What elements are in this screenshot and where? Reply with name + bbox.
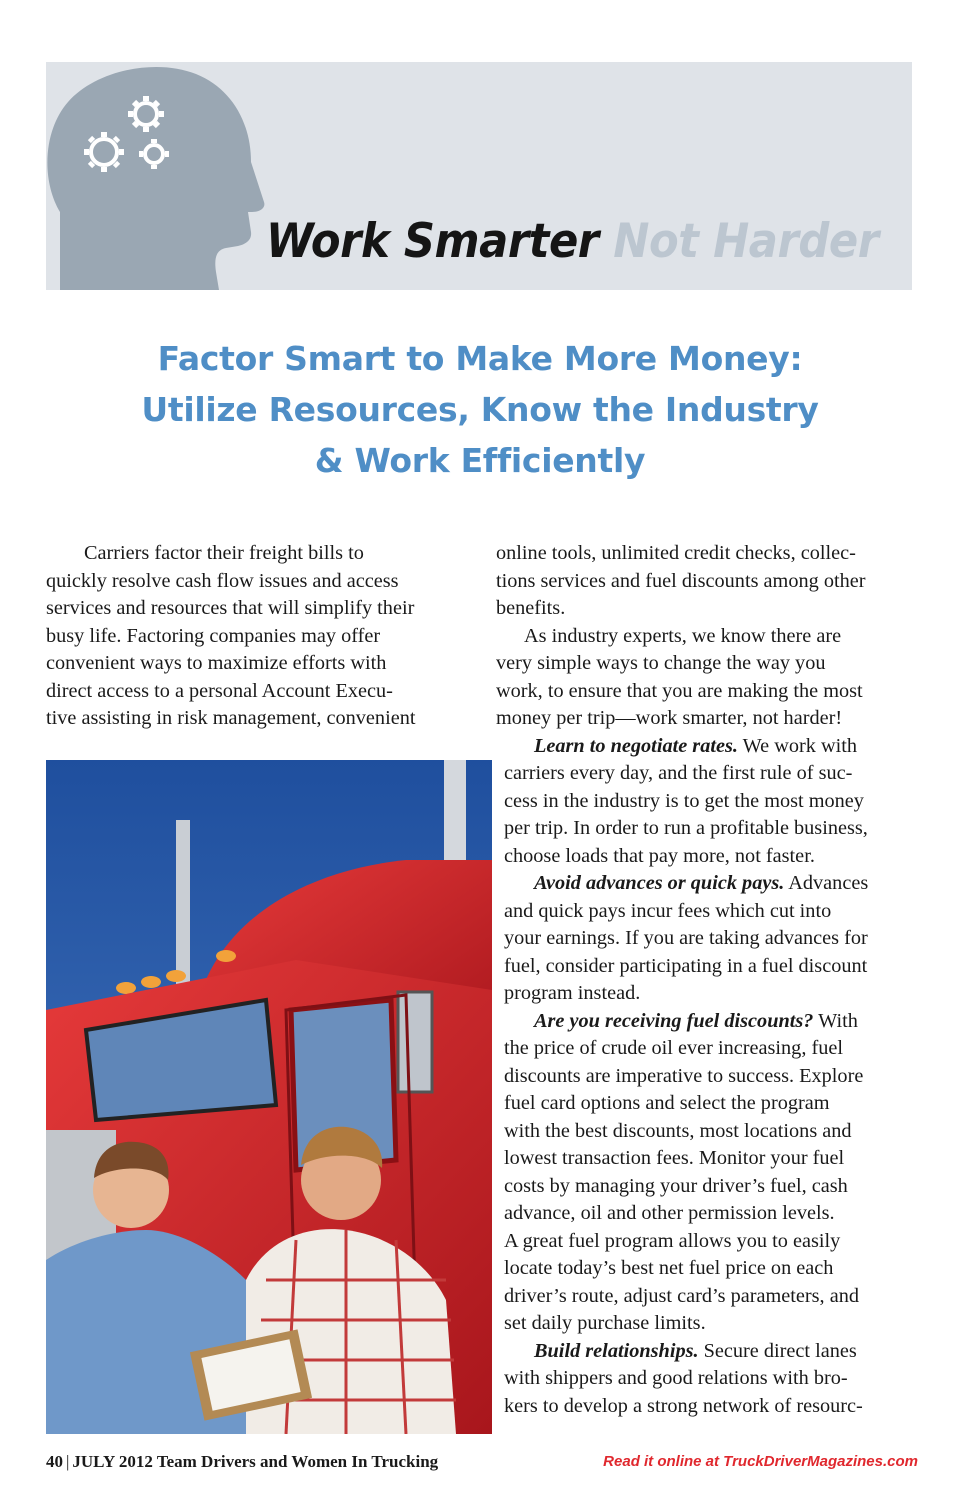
body-line: work, to ensure that you are making the most: [496, 679, 863, 702]
body-line: Carriers factor their freight bills to: [84, 542, 364, 564]
body-line: fuel, consider participating in a fuel discount: [504, 954, 868, 977]
body-line: A great fuel program allows you to easily: [504, 1229, 841, 1252]
body-line: direct access to a personal Account Execu-: [46, 679, 393, 702]
banner-title-light: Not Harder: [613, 214, 879, 269]
body-line: with the best discounts, most locations and: [504, 1119, 852, 1142]
headline-line: Utilize Resources, Know the Industry: [141, 390, 819, 429]
publication-name: Team Drivers and Women In Trucking: [156, 1452, 439, 1471]
headline-line: Factor Smart to Make More Money:: [157, 339, 803, 378]
body-line: lowest transaction fees. Monitor your fuel: [504, 1147, 845, 1169]
article-left-column: [46, 540, 466, 733]
banner-title: [266, 214, 879, 269]
body-line: the price of crude oil ever increasing, fuel: [504, 1037, 843, 1059]
body-line: As industry experts, we know there are: [524, 624, 842, 647]
body-line: discounts are imperative to success. Explore: [504, 1064, 864, 1087]
tip-text: Advances: [784, 872, 869, 894]
truck-photo: [46, 760, 492, 1434]
body-line: tive assisting in risk management, convenient: [46, 707, 416, 729]
tip-lead: Learn to negotiate rates.: [534, 734, 738, 757]
tip-lead: Avoid advances or quick pays.: [534, 872, 785, 894]
body-line: carriers every day, and the first rule of suc-: [504, 762, 853, 784]
article-right-column: [496, 540, 916, 1420]
body-line: and quick pays incur fees which cut into: [504, 899, 832, 922]
body-line: per trip. In order to run a profitable business,: [504, 817, 868, 839]
read-online-link[interactable]: Read it online at TruckDriverMagazines.com: [603, 1453, 918, 1470]
body-line: very simple ways to change the way you: [496, 652, 826, 674]
body-line: advance, oil and other permission levels.: [504, 1202, 835, 1224]
truck-photo-illustration: [46, 760, 492, 1434]
tip-negotiate-rates: [496, 733, 916, 761]
issue-date: JULY 2012: [72, 1452, 153, 1471]
body-line: cess in the industry is to get the most money: [504, 789, 864, 812]
body-line: fuel card options and select the program: [504, 1092, 830, 1114]
body-line: quickly resolve cash flow issues and access: [46, 569, 399, 592]
body-line: services and resources that will simplify their: [46, 597, 415, 619]
body-line: convenient ways to maximize efforts with: [46, 652, 387, 674]
article-headline: [40, 333, 920, 486]
tip-fuel-discounts: [496, 1008, 916, 1036]
body-line: your earnings. If you are taking advances for: [504, 927, 868, 949]
body-line: locate today’s best net fuel price on each: [504, 1257, 834, 1279]
body-line: benefits.: [496, 597, 566, 619]
tip-lead: Are you receiving fuel discounts?: [534, 1009, 814, 1032]
body-line: money per trip—work smarter, not harder!: [496, 707, 843, 729]
body-line: choose loads that pay more, not faster.: [504, 844, 815, 867]
body-line: busy life. Factoring companies may offer: [46, 624, 381, 647]
page-number: 40: [46, 1452, 63, 1471]
headline-line: & Work Efficiently: [314, 441, 646, 480]
tip-lead: Build relationships.: [534, 1339, 699, 1362]
page-footer-info: [46, 1452, 438, 1472]
body-line: kers to develop a strong network of resourc-: [504, 1394, 863, 1417]
body-line: with shippers and good relations with bro-: [504, 1367, 848, 1389]
tip-text: We work with: [737, 734, 858, 757]
tip-build-relationships: [496, 1338, 916, 1366]
body-line: set daily purchase limits.: [504, 1312, 706, 1334]
body-line: driver’s route, adjust card’s parameters, and: [504, 1284, 859, 1307]
body-line: online tools, unlimited credit checks, collec-: [496, 542, 856, 564]
header-banner: [46, 62, 912, 290]
body-line: program instead.: [504, 982, 641, 1004]
body-line: tions services and fuel discounts among other: [496, 569, 866, 592]
body-line: costs by managing your driver’s fuel, cash: [504, 1174, 848, 1197]
tip-avoid-advances: [496, 870, 916, 898]
footer-separator: |: [66, 1452, 70, 1471]
banner-title-dark: Work Smarter: [266, 214, 599, 269]
tip-text: Secure direct lanes: [698, 1339, 857, 1362]
tip-text: With: [813, 1009, 858, 1032]
